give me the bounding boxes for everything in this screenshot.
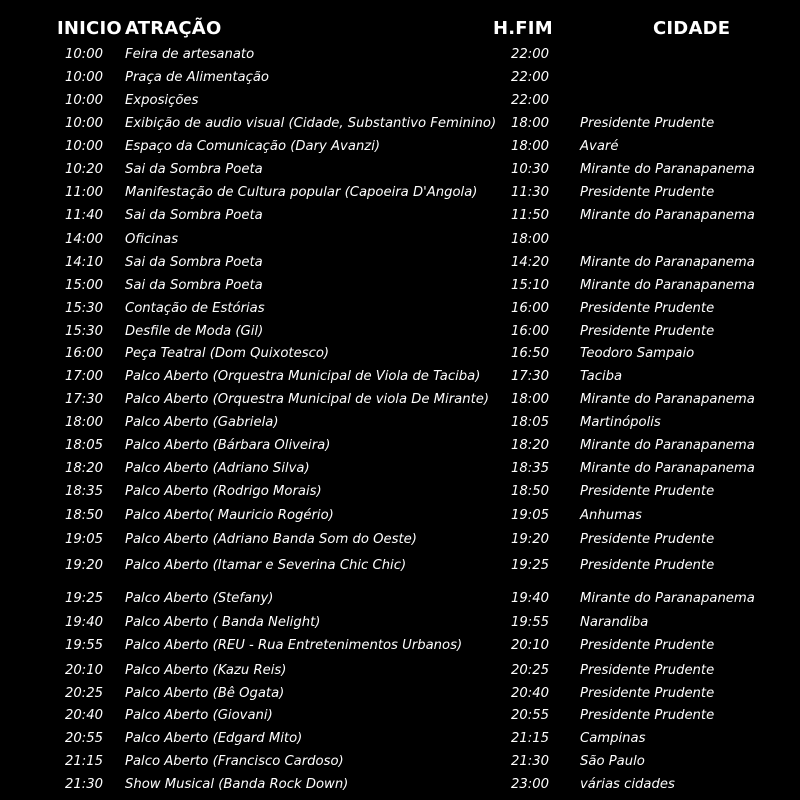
- attraction-name: Sai da Sombra Poeta: [125, 208, 263, 223]
- start-time: 19:25: [64, 591, 103, 606]
- start-time: 19:40: [64, 615, 103, 630]
- city-name: Presidente Prudente: [580, 185, 715, 200]
- end-time: 14:20: [510, 255, 549, 270]
- city-name: Taciba: [580, 369, 623, 384]
- start-time: 18:00: [64, 415, 103, 430]
- attraction-name: Palco Aberto (Edgard Mito): [125, 731, 303, 746]
- start-time: 20:25: [64, 686, 103, 701]
- city-name: Presidente Prudente: [580, 558, 715, 573]
- city-name: Teodoro Sampaio: [580, 346, 695, 361]
- end-time: 18:35: [510, 461, 549, 476]
- attraction-name: Contação de Estórias: [125, 301, 265, 316]
- start-time: 16:00: [64, 346, 103, 361]
- attraction-name: Palco Aberto (Kazu Reis): [125, 663, 287, 678]
- attraction-name: Sai da Sombra Poeta: [125, 278, 263, 293]
- attraction-name: Desfile de Moda (Gil): [125, 324, 264, 339]
- attraction-name: Palco Aberto (Giovani): [125, 708, 273, 723]
- attraction-name: Feira de artesanato: [125, 47, 255, 62]
- end-time: 11:30: [510, 185, 549, 200]
- end-time: 10:30: [510, 162, 549, 177]
- city-name: Mirante do Paranapanema: [580, 438, 755, 453]
- attraction-name: Espaço da Comunicação (Dary Avanzi): [125, 139, 381, 154]
- end-time: 20:55: [510, 708, 549, 723]
- start-time: 20:55: [64, 731, 103, 746]
- city-name: Presidente Prudente: [580, 663, 715, 678]
- start-time: 10:00: [64, 47, 103, 62]
- attraction-name: Sai da Sombra Poeta: [125, 162, 263, 177]
- city-name: Presidente Prudente: [580, 484, 715, 499]
- end-time: 21:30: [510, 754, 549, 769]
- attraction-name: Palco Aberto (Adriano Banda Som do Oeste): [125, 532, 417, 547]
- start-time: 18:50: [64, 508, 103, 523]
- start-time: 10:00: [64, 139, 103, 154]
- city-name: Campinas: [580, 731, 646, 746]
- end-time: 22:00: [510, 47, 549, 62]
- city-name: Presidente Prudente: [580, 532, 715, 547]
- end-time: 18:50: [510, 484, 549, 499]
- attraction-name: Palco Aberto (Stefany): [125, 591, 274, 606]
- start-time: 19:55: [64, 638, 103, 653]
- end-time: 20:25: [510, 663, 549, 678]
- end-time: 18:05: [510, 415, 549, 430]
- city-name: Mirante do Paranapanema: [580, 591, 755, 606]
- attraction-name: Palco Aberto (Orquestra Municipal de viola De Mirante): [125, 392, 490, 407]
- start-time: 20:40: [64, 708, 103, 723]
- start-time: 17:30: [64, 392, 103, 407]
- header-cidade: CIDADE: [653, 18, 731, 39]
- attraction-name: Palco Aberto( Mauricio Rogério): [125, 508, 334, 523]
- end-time: 18:20: [510, 438, 549, 453]
- attraction-name: Palco Aberto (Bárbara Oliveira): [125, 438, 331, 453]
- end-time: 18:00: [510, 232, 549, 247]
- start-time: 18:20: [64, 461, 103, 476]
- end-time: 19:25: [510, 558, 549, 573]
- city-name: Presidente Prudente: [580, 301, 715, 316]
- start-time: 18:05: [64, 438, 103, 453]
- city-name: Presidente Prudente: [580, 324, 715, 339]
- end-time: 20:10: [510, 638, 549, 653]
- start-time: 15:00: [64, 278, 103, 293]
- attraction-name: Exibição de audio visual (Cidade, Substantivo Feminino): [125, 116, 497, 131]
- end-time: 11:50: [510, 208, 549, 223]
- city-name: várias cidades: [580, 777, 675, 792]
- header-hfim: H.FIM: [493, 18, 553, 39]
- attraction-name: Palco Aberto (Rodrigo Morais): [125, 484, 322, 499]
- end-time: 16:00: [510, 324, 549, 339]
- attraction-name: Manifestação de Cultura popular (Capoeira D'Angola): [125, 185, 478, 200]
- start-time: 10:20: [64, 162, 103, 177]
- city-name: Presidente Prudente: [580, 638, 715, 653]
- end-time: 22:00: [510, 93, 549, 108]
- start-time: 11:40: [64, 208, 103, 223]
- city-name: Presidente Prudente: [580, 686, 715, 701]
- attraction-name: Palco Aberto ( Banda Nelight): [125, 615, 321, 630]
- end-time: 16:00: [510, 301, 549, 316]
- city-name: Mirante do Paranapanema: [580, 461, 755, 476]
- end-time: 22:00: [510, 70, 549, 85]
- attraction-name: Palco Aberto (Gabriela): [125, 415, 279, 430]
- start-time: 15:30: [64, 301, 103, 316]
- attraction-name: Sai da Sombra Poeta: [125, 255, 263, 270]
- end-time: 21:15: [510, 731, 549, 746]
- start-time: 19:05: [64, 532, 103, 547]
- start-time: 14:00: [64, 232, 103, 247]
- end-time: 15:10: [510, 278, 549, 293]
- city-name: Presidente Prudente: [580, 708, 715, 723]
- city-name: Narandiba: [580, 615, 649, 630]
- attraction-name: Palco Aberto (Itamar e Severina Chic Chic): [125, 558, 407, 573]
- attraction-name: Palco Aberto (Francisco Cardoso): [125, 754, 344, 769]
- start-time: 15:30: [64, 324, 103, 339]
- attraction-name: Palco Aberto (Bê Ogata): [125, 686, 285, 701]
- end-time: 18:00: [510, 139, 549, 154]
- header-atracao: ATRAÇÃO: [125, 18, 222, 39]
- city-name: Presidente Prudente: [580, 116, 715, 131]
- end-time: 19:55: [510, 615, 549, 630]
- start-time: 18:35: [64, 484, 103, 499]
- attraction-name: Praça de Alimentação: [125, 70, 269, 85]
- start-time: 10:00: [64, 70, 103, 85]
- city-name: Mirante do Paranapanema: [580, 255, 755, 270]
- attraction-name: Oficinas: [125, 232, 179, 247]
- city-name: Mirante do Paranapanema: [580, 392, 755, 407]
- city-name: Anhumas: [580, 508, 642, 523]
- start-time: 10:00: [64, 93, 103, 108]
- end-time: 18:00: [510, 116, 549, 131]
- attraction-name: Show Musical (Banda Rock Down): [125, 777, 349, 792]
- start-time: 10:00: [64, 116, 103, 131]
- city-name: Avaré: [580, 139, 619, 154]
- start-time: 20:10: [64, 663, 103, 678]
- city-name: Mirante do Paranapanema: [580, 208, 755, 223]
- city-name: São Paulo: [580, 754, 645, 769]
- attraction-name: Palco Aberto (REU - Rua Entretenimentos Urbanos): [125, 638, 463, 653]
- attraction-name: Peça Teatral (Dom Quixotesco): [125, 346, 330, 361]
- start-time: 11:00: [64, 185, 103, 200]
- start-time: 14:10: [64, 255, 103, 270]
- end-time: 19:20: [510, 532, 549, 547]
- end-time: 16:50: [510, 346, 549, 361]
- attraction-name: Exposições: [125, 93, 199, 108]
- attraction-name: Palco Aberto (Orquestra Municipal de Viola de Taciba): [125, 369, 481, 384]
- city-name: Mirante do Paranapanema: [580, 278, 755, 293]
- end-time: 17:30: [510, 369, 549, 384]
- attraction-name: Palco Aberto (Adriano Silva): [125, 461, 310, 476]
- city-name: Martinópolis: [580, 415, 661, 430]
- start-time: 19:20: [64, 558, 103, 573]
- end-time: 23:00: [510, 777, 549, 792]
- end-time: 18:00: [510, 392, 549, 407]
- end-time: 19:05: [510, 508, 549, 523]
- city-name: Mirante do Paranapanema: [580, 162, 755, 177]
- end-time: 20:40: [510, 686, 549, 701]
- header-inicio: INICIO: [57, 18, 122, 39]
- end-time: 19:40: [510, 591, 549, 606]
- start-time: 21:30: [64, 777, 103, 792]
- start-time: 17:00: [64, 369, 103, 384]
- start-time: 21:15: [64, 754, 103, 769]
